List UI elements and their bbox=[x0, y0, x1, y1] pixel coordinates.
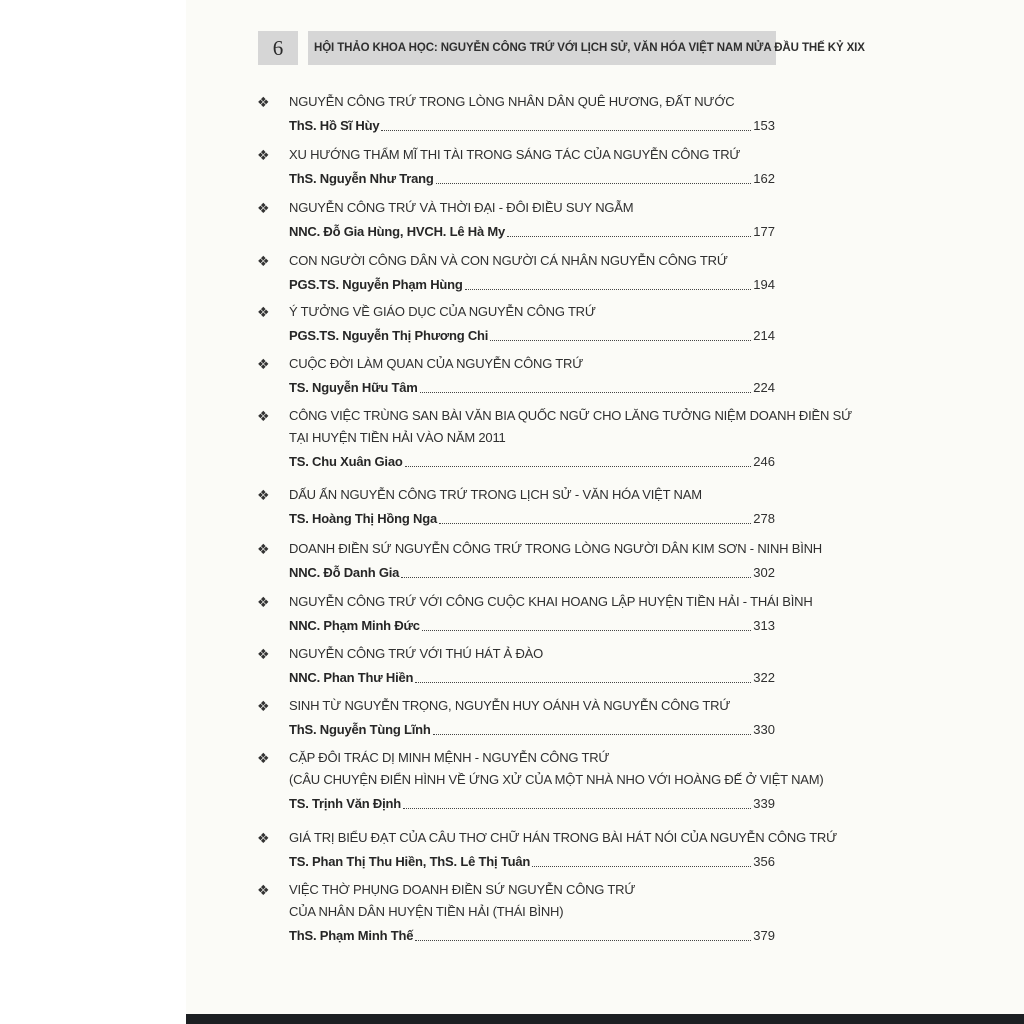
entry-author: TS. Chu Xuân Giao bbox=[289, 454, 403, 469]
dot-leader bbox=[401, 576, 751, 578]
dot-leader bbox=[405, 465, 752, 467]
entry-page-number: 153 bbox=[753, 118, 775, 133]
dot-leader bbox=[415, 681, 751, 683]
entry-title: (CÂU CHUYỆN ĐIỂN HÌNH VỀ ỨNG XỬ CỦA MỘT NHÀ NHO VỚI HOÀNG ĐẾ Ở VIỆT NAM) bbox=[289, 772, 824, 787]
bullet-icon: ❖ bbox=[257, 646, 270, 662]
entry-page-number: 214 bbox=[753, 328, 775, 343]
dot-leader bbox=[381, 129, 751, 131]
entry-author: ThS. Hồ Sĩ Hùy bbox=[289, 118, 380, 133]
dot-leader bbox=[507, 235, 751, 237]
dot-leader bbox=[532, 865, 751, 867]
author-line bbox=[289, 796, 775, 812]
entry-author: NNC. Đỗ Gia Hùng, HVCH. Lê Hà My bbox=[289, 224, 506, 239]
entry-title: CON NGƯỜI CÔNG DÂN VÀ CON NGƯỜI CÁ NHÂN NGUYỄN CÔNG TRỨ bbox=[289, 253, 728, 268]
running-title: HỘI THẢO KHOA HỌC: NGUYỄN CÔNG TRỨ VỚI LỊCH SỬ, VĂN HÓA VIỆT NAM NỬA ĐẦU THẾ KỶ XIX bbox=[314, 42, 865, 54]
author-line bbox=[289, 565, 775, 581]
dot-leader bbox=[439, 522, 751, 524]
bullet-icon: ❖ bbox=[257, 882, 270, 898]
entry-page-number: 194 bbox=[753, 277, 775, 292]
entry-page-number: 278 bbox=[753, 511, 775, 526]
entry-author: NNC. Phan Thư Hiền bbox=[289, 670, 414, 685]
bullet-icon: ❖ bbox=[257, 304, 270, 320]
entry-title: CÔNG VIỆC TRÙNG SAN BÀI VĂN BIA QUỐC NGỮ CHO LĂNG TƯỞNG NIỆM DOANH ĐIỀN SỨ bbox=[289, 408, 852, 423]
entry-author: NNC. Đỗ Danh Gia bbox=[289, 565, 400, 580]
bullet-icon: ❖ bbox=[257, 750, 270, 766]
entry-author: NNC. Phạm Minh Đức bbox=[289, 618, 420, 633]
entry-title: CUỘC ĐỜI LÀM QUAN CỦA NGUYỄN CÔNG TRỨ bbox=[289, 356, 584, 371]
entry-title: DOANH ĐIỀN SỨ NGUYỄN CÔNG TRỨ TRONG LÒNG NGƯỜI DÂN KIM SƠN - NINH BÌNH bbox=[289, 541, 822, 556]
author-line bbox=[289, 454, 775, 470]
dot-leader bbox=[420, 391, 752, 393]
entry-author: PGS.TS. Nguyễn Phạm Hùng bbox=[289, 277, 463, 292]
scan-background-edge bbox=[186, 1014, 1024, 1024]
author-line bbox=[289, 928, 775, 944]
entry-title: Ý TƯỞNG VỀ GIÁO DỤC CỦA NGUYỄN CÔNG TRỨ bbox=[289, 304, 596, 319]
author-line bbox=[289, 118, 775, 134]
entry-author: PGS.TS. Nguyễn Thị Phương Chi bbox=[289, 328, 489, 343]
entry-title: CỦA NHÂN DÂN HUYỆN TIỀN HẢI (THÁI BÌNH) bbox=[289, 904, 564, 919]
entry-title: NGUYỄN CÔNG TRỨ VỚI THÚ HÁT Ả ĐÀO bbox=[289, 646, 544, 661]
dot-leader bbox=[415, 939, 751, 941]
page-number: 6 bbox=[272, 36, 284, 60]
entry-title: SINH TỪ NGUYỄN TRỌNG, NGUYỄN HUY OÁNH VÀ NGUYỄN CÔNG TRỨ bbox=[289, 698, 731, 713]
entry-page-number: 177 bbox=[753, 224, 775, 239]
entry-title: CẶP ĐÔI TRÁC DỊ MINH MỆNH - NGUYỄN CÔNG TRỨ bbox=[289, 750, 610, 765]
dot-leader bbox=[403, 807, 751, 809]
entry-page-number: 379 bbox=[753, 928, 775, 943]
author-line bbox=[289, 380, 775, 396]
bullet-icon: ❖ bbox=[257, 830, 270, 846]
entry-title: GIÁ TRỊ BIỂU ĐẠT CỦA CÂU THƠ CHỮ HÁN TRONG BÀI HÁT NÓI CỦA NGUYỄN CÔNG TRỨ bbox=[289, 830, 838, 845]
author-line bbox=[289, 854, 775, 870]
bullet-icon: ❖ bbox=[257, 147, 270, 163]
entry-author: TS. Phan Thị Thu Hiền, ThS. Lê Thị Tuân bbox=[289, 854, 531, 869]
entry-title: NGUYỄN CÔNG TRỨ VÀ THỜI ĐẠI - ĐÔI ĐIỀU SUY NGẪM bbox=[289, 200, 634, 215]
entry-page-number: 224 bbox=[753, 380, 775, 395]
entry-author: TS. Trịnh Văn Định bbox=[289, 796, 401, 811]
entry-title: NGUYỄN CÔNG TRỨ VỚI CÔNG CUỘC KHAI HOANG LẬP HUYỆN TIỀN HẢI - THÁI BÌNH bbox=[289, 594, 813, 609]
bullet-icon: ❖ bbox=[257, 487, 270, 503]
entry-author: TS. Hoàng Thị Hồng Nga bbox=[289, 511, 437, 526]
bullet-icon: ❖ bbox=[257, 698, 270, 714]
entry-page-number: 313 bbox=[753, 618, 775, 633]
entry-page-number: 162 bbox=[753, 171, 775, 186]
entry-author: ThS. Nguyễn Như Trang bbox=[289, 171, 434, 186]
dot-leader bbox=[436, 182, 752, 184]
author-line bbox=[289, 171, 775, 187]
bullet-icon: ❖ bbox=[257, 200, 270, 216]
bullet-icon: ❖ bbox=[257, 541, 270, 557]
entry-title: XU HƯỚNG THẨM MĨ THI TÀI TRONG SÁNG TÁC CỦA NGUYỄN CÔNG TRỨ bbox=[289, 147, 741, 162]
entry-page-number: 356 bbox=[753, 854, 775, 869]
author-line bbox=[289, 328, 775, 344]
entry-title: VIỆC THỜ PHỤNG DOANH ĐIỀN SỨ NGUYỄN CÔNG TRỨ bbox=[289, 882, 636, 897]
entry-title: NGUYỄN CÔNG TRỨ TRONG LÒNG NHÂN DÂN QUÊ HƯƠNG, ĐẤT NƯỚC bbox=[289, 94, 735, 109]
bullet-icon: ❖ bbox=[257, 356, 270, 372]
entry-page-number: 302 bbox=[753, 565, 775, 580]
entry-page-number: 330 bbox=[753, 722, 775, 737]
entry-title: DẤU ẤN NGUYỄN CÔNG TRỨ TRONG LỊCH SỬ - VĂN HÓA VIỆT NAM bbox=[289, 487, 702, 502]
author-line bbox=[289, 670, 775, 686]
entry-author: ThS. Nguyễn Tùng Lĩnh bbox=[289, 722, 431, 737]
author-line bbox=[289, 722, 775, 738]
entry-page-number: 339 bbox=[753, 796, 775, 811]
bullet-icon: ❖ bbox=[257, 408, 270, 424]
entry-author: ThS. Phạm Minh Thế bbox=[289, 928, 414, 943]
author-line bbox=[289, 511, 775, 527]
entry-title: TẠI HUYỆN TIỀN HẢI VÀO NĂM 2011 bbox=[289, 430, 506, 445]
dot-leader bbox=[490, 339, 751, 341]
bullet-icon: ❖ bbox=[257, 594, 270, 610]
author-line bbox=[289, 277, 775, 293]
entry-page-number: 322 bbox=[753, 670, 775, 685]
bullet-icon: ❖ bbox=[257, 253, 270, 269]
dot-leader bbox=[433, 733, 752, 735]
entry-author: TS. Nguyễn Hữu Tâm bbox=[289, 380, 418, 395]
author-line bbox=[289, 618, 775, 634]
author-line bbox=[289, 224, 775, 240]
entry-page-number: 246 bbox=[753, 454, 775, 469]
dot-leader bbox=[422, 629, 752, 631]
bullet-icon: ❖ bbox=[257, 94, 270, 110]
dot-leader bbox=[465, 288, 752, 290]
